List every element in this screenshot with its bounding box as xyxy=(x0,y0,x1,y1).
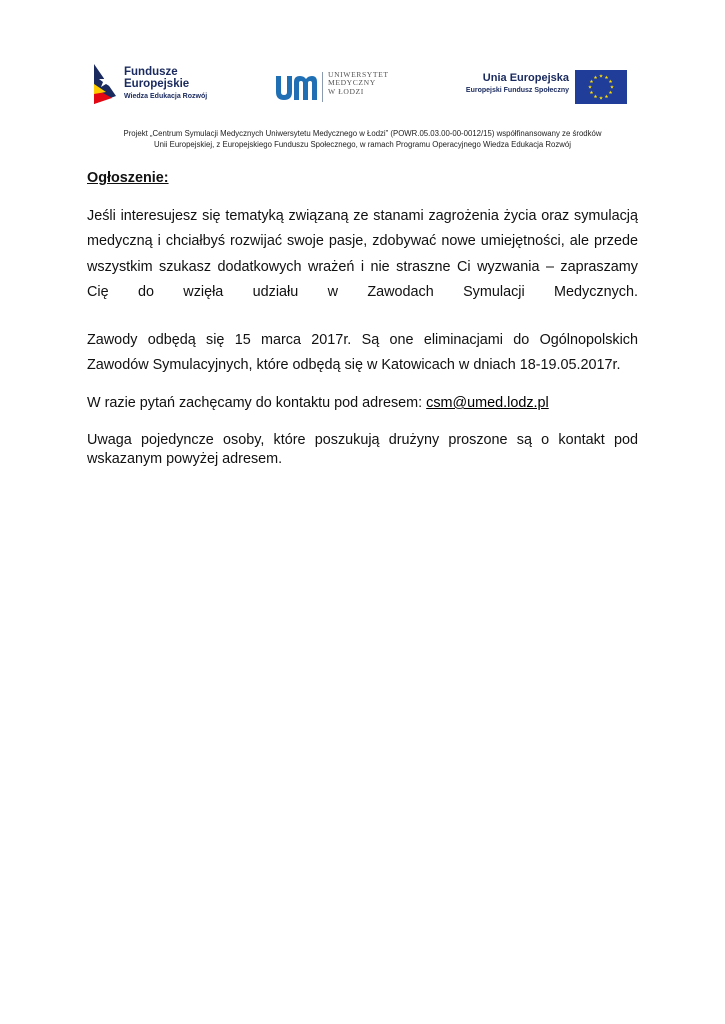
text-line: Cię do wzięła udziału w Zawodach Symulacji Medycznych. xyxy=(87,283,638,300)
announcement-body xyxy=(87,169,638,467)
contact-text: W razie pytań zachęcamy do kontaktu pod adresem: xyxy=(87,395,427,411)
um-line2: MEDYCZNY xyxy=(328,78,376,88)
fe-wordmark xyxy=(124,66,207,102)
project-funding-note xyxy=(60,128,665,151)
text-line: Uwaga pojedyncze osoby, które poszukują drużyny proszone są o kontakt pod xyxy=(87,432,638,448)
fe-line2: Europejskie xyxy=(124,78,190,90)
text-line: Zawody odbędą się 15 marca 2017r. Są one eliminacjami do Ogólnopolskich xyxy=(87,332,638,348)
unia-europejska-logo xyxy=(456,70,631,110)
paragraph-competition-date xyxy=(87,328,638,379)
paragraph-note xyxy=(87,431,638,468)
paragraph-contact xyxy=(87,394,638,412)
text-line: wszystkim szukasz dodatkowych wrażeń i nie straszne Ci wyzwania – zapraszamy xyxy=(87,258,638,275)
logo-bar xyxy=(0,62,725,110)
announcement-heading: Ogłoszenie: xyxy=(87,170,169,186)
text-line: wskazanym powyżej adresem. xyxy=(87,450,283,467)
um-monogram-icon xyxy=(274,72,318,102)
fundusze-europejskie-logo xyxy=(90,62,230,110)
text-line: Zawodów Symulacyjnych, które odbędą się w Katowicach w dniach 18-19.05.2017r. xyxy=(87,357,621,374)
um-wordmark xyxy=(328,71,389,96)
contact-email-link[interactable]: csm@umed.lodz.pl xyxy=(426,395,549,411)
eu-wordmark xyxy=(466,72,569,97)
fe-star-icon xyxy=(90,62,122,106)
project-note-line1: Projekt „Centrum Symulacji Medycznych Uniwersytetu Medycznego w Łodzi” (POWR.05.03.00-00-0012/15) współfinansowany ze środków xyxy=(123,129,602,138)
eu-line2: Europejski Fundusz Społeczny xyxy=(465,87,569,94)
fe-line1: Fundusze xyxy=(124,66,178,78)
text-line: medyczną i chciałbyś rozwijać swoje pasje, zdobywać nowe umiejętności, ale przede xyxy=(87,233,638,250)
fe-line3: Wiedza Edukacja Rozwój xyxy=(124,93,208,100)
um-logo xyxy=(274,70,414,110)
um-line3: W ŁODZI xyxy=(328,86,364,96)
eu-flag-icon xyxy=(575,70,627,104)
eu-line1: Unia Europejska xyxy=(482,72,569,84)
text-line: Jeśli interesujesz się tematyką związaną ze stanami zagrożenia życia oraz symulacją xyxy=(87,208,638,224)
um-line1: UNIWERSYTET xyxy=(328,70,389,79)
paragraph-invitation xyxy=(87,204,638,305)
project-note-line2: Unii Europejskiej, z Europejskiego Funduszu Społecznego, w ramach Programu Operacyjnego Wiedza Edukacja Rozwój xyxy=(154,140,571,150)
um-separator xyxy=(322,72,323,102)
